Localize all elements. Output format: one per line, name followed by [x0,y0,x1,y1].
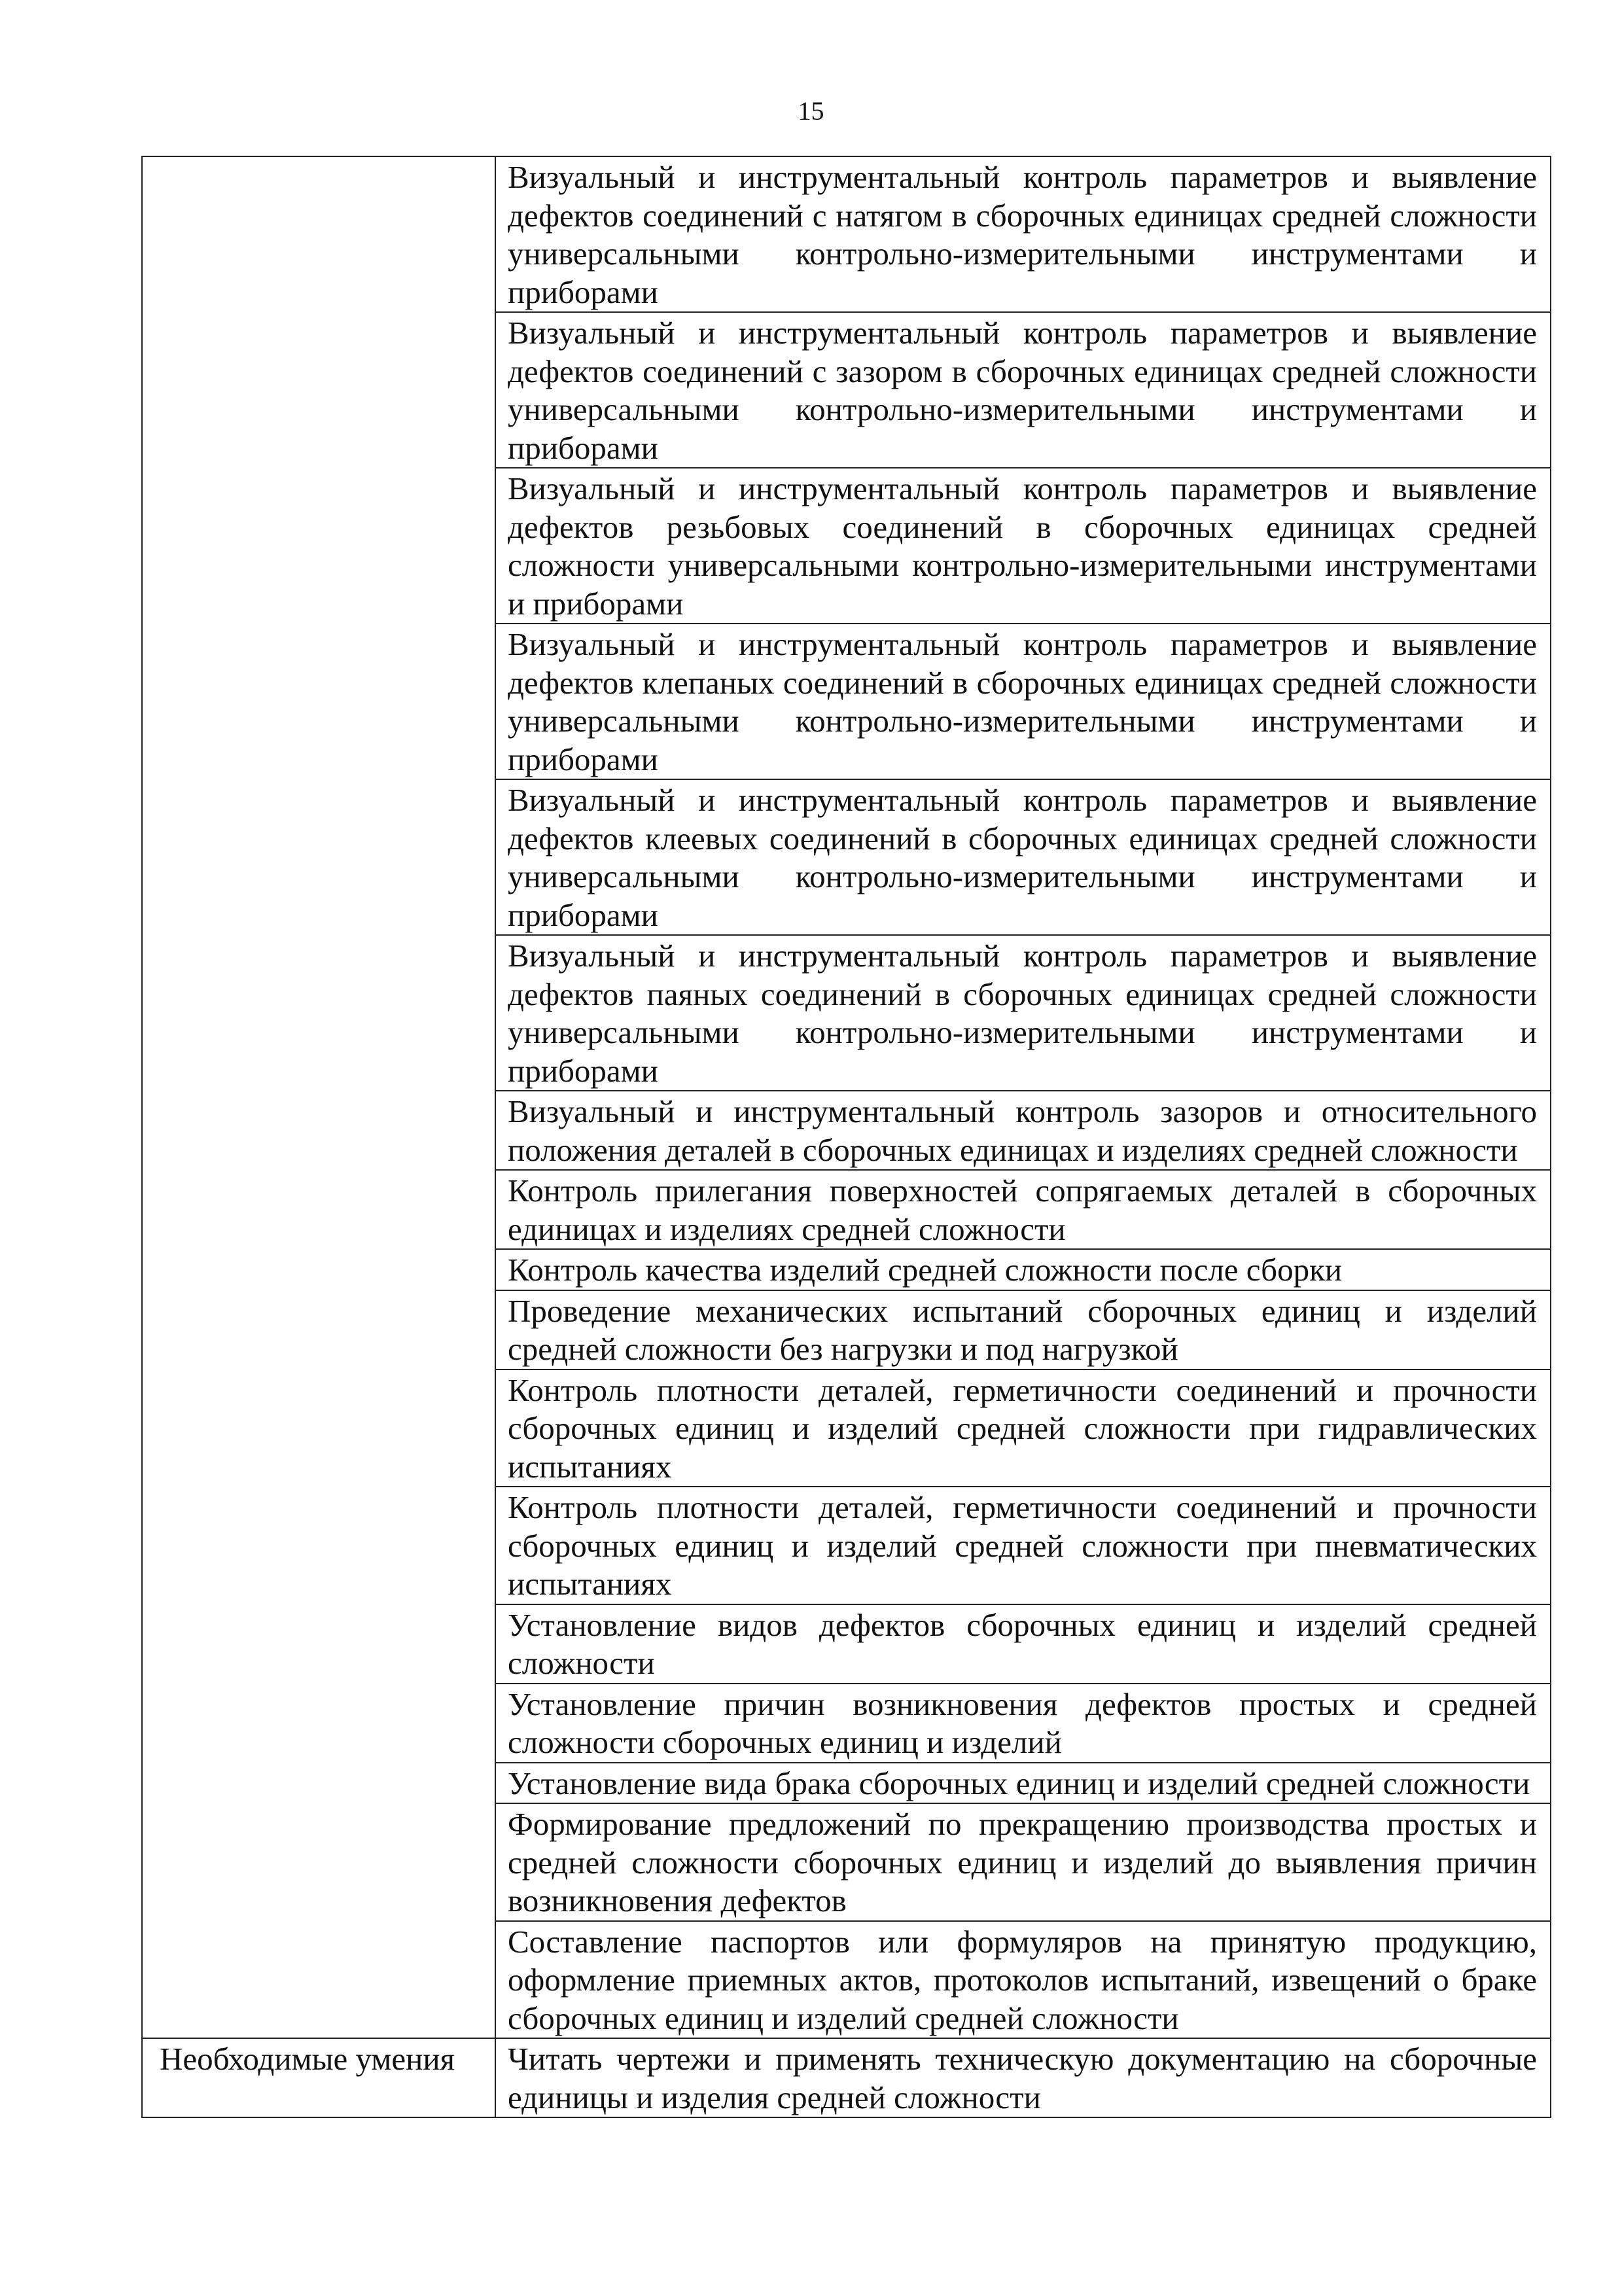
action-text: Контроль плотности деталей, герметичности соединений и прочности сборочных единиц и изделий средней сложности при гидравлических испытаниях [508,1371,1537,1485]
skill-cell [495,2038,1551,2117]
action-text: Визуальный и инструментальный контроль параметров и выявление дефектов соединений с натягом в сборочных единицах средней сложности универсальными контрольно-измерительными инструментами и приборами [508,159,1537,310]
action-text: Установление вида брака сборочных единиц и изделий средней сложности [508,1765,1530,1801]
action-text: Проведение механических испытаний сборочных единиц и изделий средней сложности без нагрузки и под нагрузкой [508,1292,1537,1367]
action-cell [495,1604,1551,1684]
row-label-cell-required-skills [142,2038,495,2117]
action-text: Визуальный и инструментальный контроль зазоров и относительного положения деталей в сборочных единицах и изделиях средней сложности [508,1093,1537,1168]
action-cell [495,935,1551,1091]
skill-text: Читать чертежи и применять техническую документацию на сборочные единицы и изделия средней сложности [508,2041,1537,2115]
row-label-cell-continued [142,156,495,2038]
action-text: Визуальный и инструментальный контроль параметров и выявление дефектов резьбовых соединений в сборочных единицах средней сложности универсальными контрольно-измерительными инструментами и приборами [508,470,1537,622]
action-cell [495,1091,1551,1170]
action-cell [495,1803,1551,1921]
action-text: Установление видов дефектов сборочных единиц и изделий средней сложности [508,1606,1537,1681]
action-cell [495,1684,1551,1763]
action-cell [495,1249,1551,1290]
table-row [142,156,1551,312]
action-text: Визуальный и инструментальный контроль параметров и выявление дефектов клеевых соединений в сборочных единицах средней сложности универсальными контрольно-измерительными инструментами и приборами [508,782,1537,933]
action-text: Контроль прилегания поверхностей сопрягаемых деталей в сборочных единицах и изделиях средней сложности [508,1173,1537,1247]
action-cell [495,312,1551,468]
action-text: Визуальный и инструментальный контроль параметров и выявление дефектов соединений с зазором в сборочных единицах средней сложности универсальными контрольно-измерительными инструментами и приборами [508,315,1537,466]
row-label: Необходимые умения [160,2041,455,2077]
action-cell [495,1921,1551,2039]
action-text: Составление паспортов или формуляров на принятую продукцию, оформление приемных актов, протоколов испытаний, извещений о браке сборочных единиц и изделий средней сложности [508,1923,1537,2036]
action-cell [495,1369,1551,1487]
action-text: Контроль качества изделий средней сложности после сборки [508,1252,1343,1288]
action-text: Визуальный и инструментальный контроль параметров и выявление дефектов паяных соединений в сборочных единицах средней сложности универсальными контрольно-измерительными инструментами и приборами [508,938,1537,1089]
action-text: Установление причин возникновения дефектов простых и средней сложности сборочных единиц и изделий [508,1686,1537,1760]
action-text: Контроль плотности деталей, герметичности соединений и прочности сборочных единиц и изделий средней сложности при пневматических испытаниях [508,1489,1537,1602]
action-cell [495,779,1551,935]
action-cell [495,468,1551,624]
action-cell [495,624,1551,779]
action-cell [495,1763,1551,1804]
action-cell [495,1170,1551,1249]
table-row [142,2038,1551,2117]
page-number: 15 [798,96,824,126]
action-text: Формирование предложений по прекращению производства простых и средней сложности сборочных единиц и изделий до выявления причин возникновения дефектов [508,1806,1537,1918]
action-cell [495,1290,1551,1369]
action-cell [495,1487,1551,1604]
labor-functions-table [141,156,1551,2118]
action-cell [495,156,1551,312]
action-text: Визуальный и инструментальный контроль параметров и выявление дефектов клепаных соединений в сборочных единицах средней сложности универсальными контрольно-измерительными инструментами и приборами [508,626,1537,777]
